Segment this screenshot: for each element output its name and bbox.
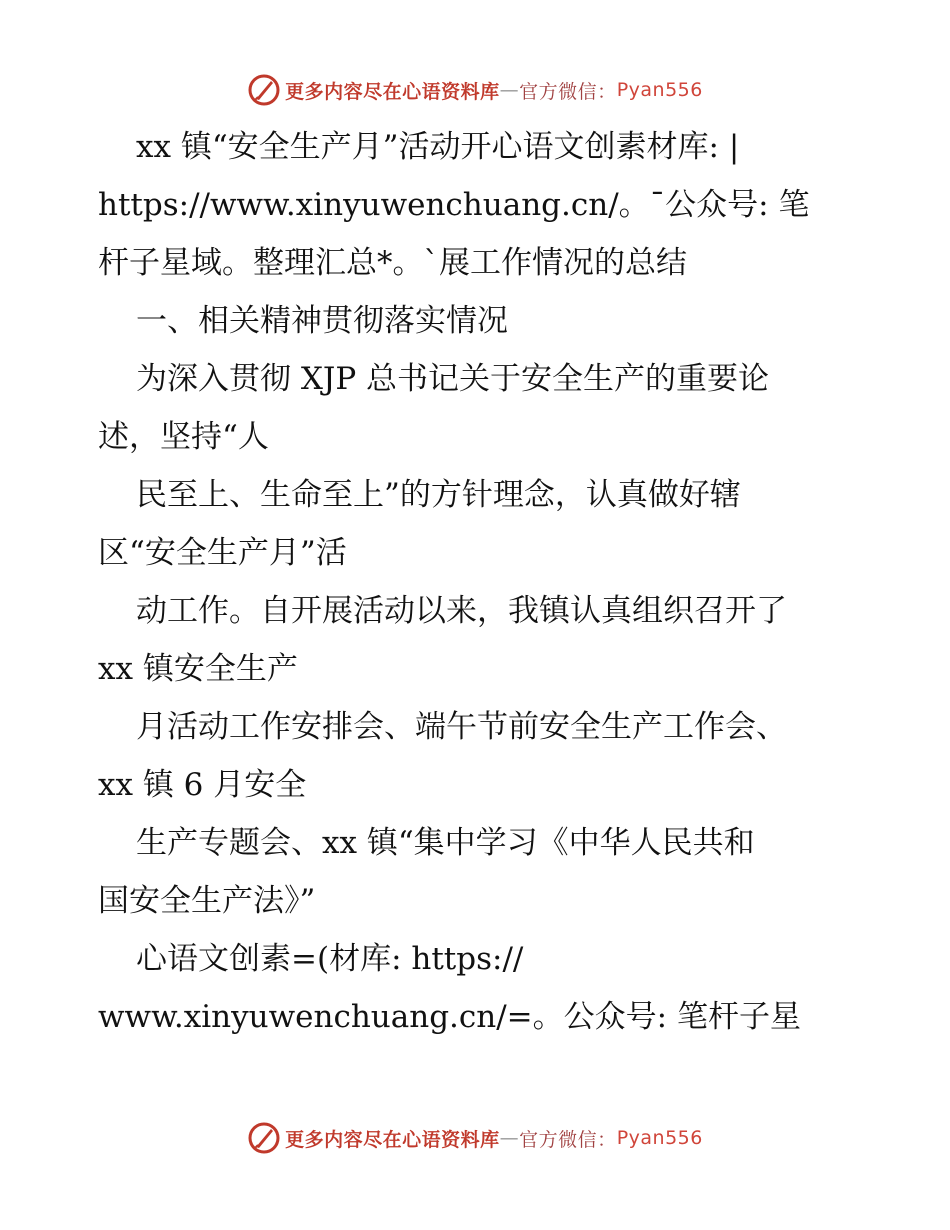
header-banner bbox=[0, 70, 950, 110]
quill-logo-icon bbox=[247, 1121, 281, 1155]
text-line: 区“安全生产月”活 bbox=[98, 535, 347, 571]
footer-banner-wechat-id: Pyan556 bbox=[616, 1127, 703, 1149]
header-banner-wechat-id: Pyan556 bbox=[616, 79, 703, 101]
footer-banner-wechat-label: 官方微信： bbox=[519, 1128, 617, 1151]
text-line: xx 镇 6 月安全 bbox=[98, 767, 307, 803]
footer-banner-separator: — bbox=[499, 1127, 520, 1149]
text-line: 动工作。自开展活动以来，我镇认真组织召开了 bbox=[136, 593, 787, 629]
footer-banner-title: 更多内容尽在心语资料库 bbox=[285, 1128, 500, 1151]
quill-logo-icon bbox=[247, 73, 281, 107]
document-body bbox=[98, 118, 858, 1046]
text-line: 民至上、生命至上”的方针理念，认真做好辖 bbox=[136, 477, 741, 513]
text-line: xx 镇安全生产 bbox=[98, 651, 298, 687]
footer-banner bbox=[0, 1118, 950, 1158]
header-banner-wechat-label: 官方微信： bbox=[519, 80, 617, 103]
text-line: 月活动工作安排会、端午节前安全生产工作会、 bbox=[136, 709, 787, 745]
section-heading: 一、相关精神贯彻落实情况 bbox=[136, 303, 508, 339]
text-line: www.xinyuwenchuang.cn/=。公众号: 笔杆子星 bbox=[98, 999, 801, 1035]
text-line: https://www.xinyuwenchuang.cn/。¯公众号: 笔 bbox=[98, 187, 810, 223]
text-line: 为深入贯彻 XJP 总书记关于安全生产的重要论 bbox=[136, 361, 770, 397]
text-line: 心语文创素=(材库: https:// bbox=[136, 941, 524, 977]
text-line: 国安全生产法》” bbox=[98, 883, 316, 919]
text-line: 生产专题会、xx 镇“集中学习《中华人民共和 bbox=[136, 825, 755, 861]
header-banner-separator: — bbox=[499, 79, 520, 101]
text-line: 杆子星域。整理汇总*。`展工作情况的总结 bbox=[98, 245, 687, 281]
header-banner-title: 更多内容尽在心语资料库 bbox=[285, 80, 500, 103]
text-line: xx 镇“安全生产月”活动开心语文创素材库: | bbox=[136, 129, 740, 165]
text-line: 述，坚持“人 bbox=[98, 419, 269, 455]
